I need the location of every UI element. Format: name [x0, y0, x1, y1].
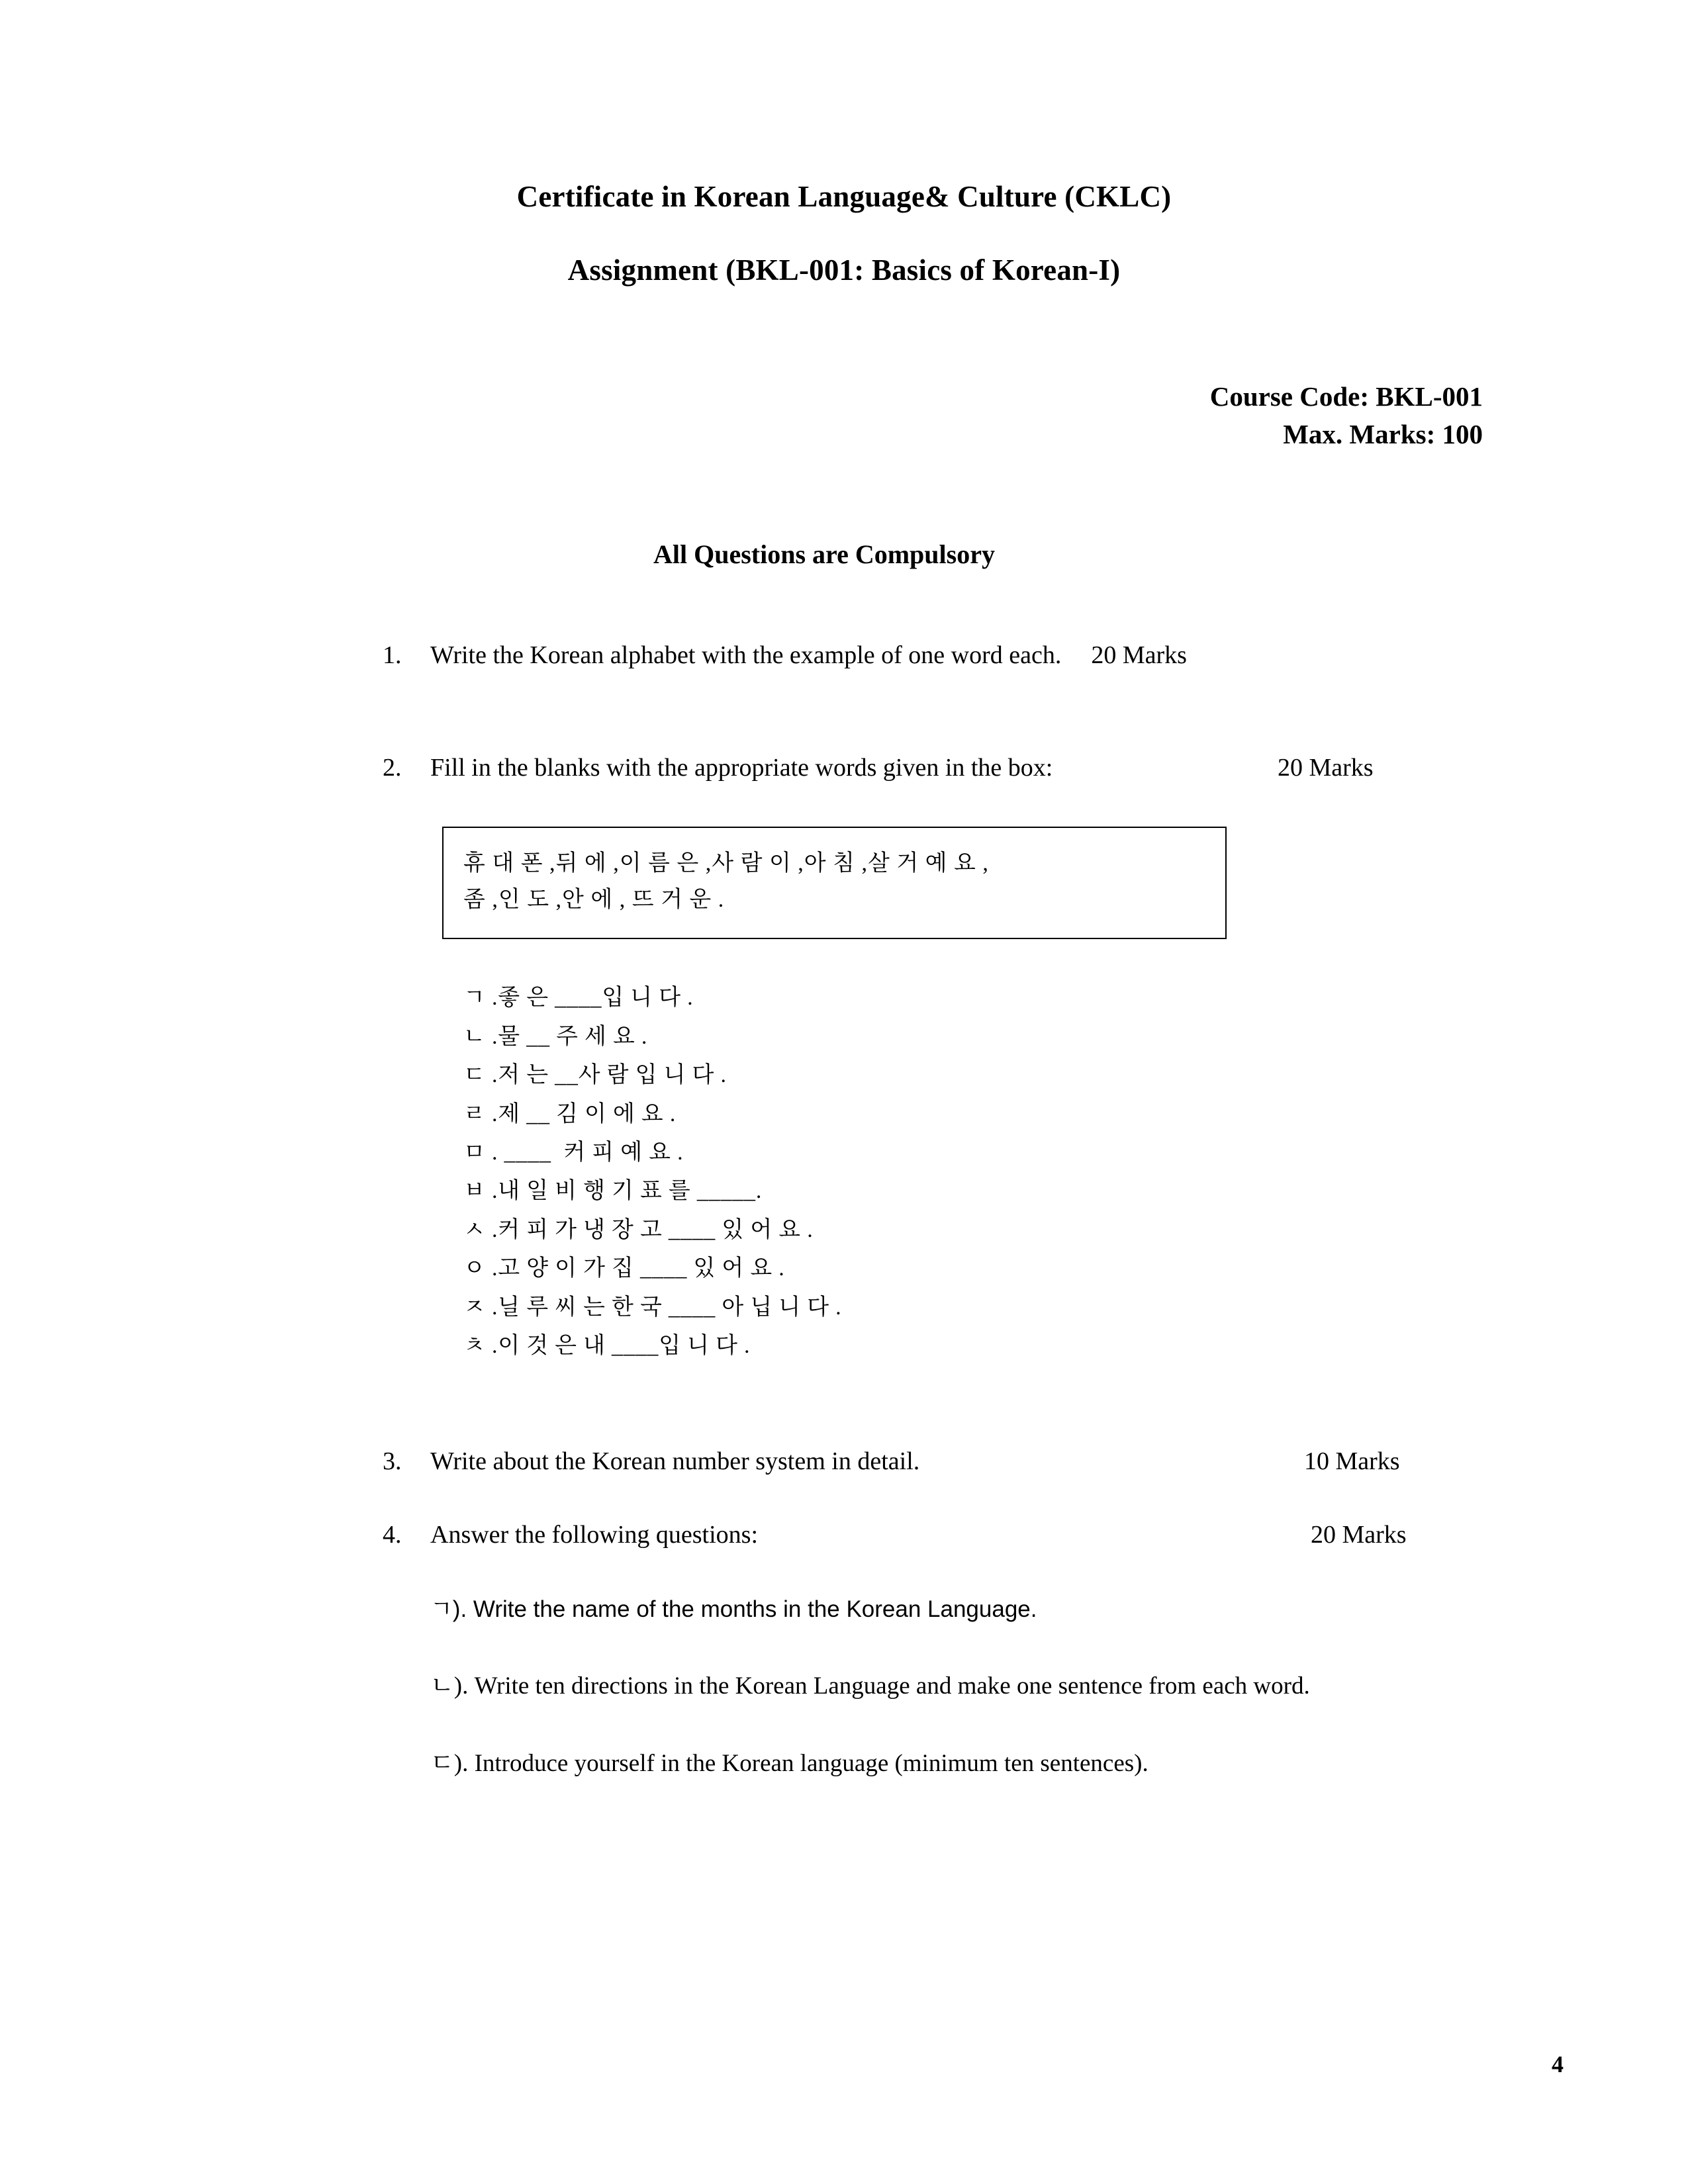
question-1-text-wrap [430, 639, 1582, 672]
blank-item: ㅇ .고 양 이 가 집 ____ 있 어 요 . [463, 1256, 785, 1281]
blank-item: ㄹ .제 __ 김 이 에 요 . [463, 1101, 677, 1126]
question-2-marks: 20 Marks [1278, 753, 1374, 782]
question-2-text: Fill in the blanks with the appropriate words given in the box: [430, 753, 1053, 782]
question-4-number: 4. [383, 1521, 402, 1549]
question-1-number: 1. [383, 641, 402, 670]
question-4-marks: 20 Marks [1311, 1521, 1407, 1549]
blank-item: ㅈ .닐 루 씨 는 한 국 ____ 아 닙 니 다 . [463, 1295, 842, 1320]
course-meta [0, 378, 1688, 453]
course-code: Course Code: BKL-001 [1209, 381, 1483, 412]
question-4-text: Answer the following questions: [430, 1521, 759, 1549]
question-3 [0, 1445, 1688, 1478]
document-title-block [0, 182, 1688, 285]
document-title-line-2: Assignment (BKL-001: Basics of Korean-I) [567, 253, 1121, 287]
question-2-number: 2. [383, 753, 402, 782]
question-3-text: Write about the Korean number system in detail. [430, 1447, 920, 1475]
question-2 [0, 752, 1688, 784]
sub-question-b: ㄴ). Write ten directions in the Korean Language and make one sentence from each word. [430, 1672, 1310, 1700]
blank-item: ㄱ .좋 은 ____입 니 다 . [463, 985, 694, 1011]
sub-question-a: ㄱ). Write the name of the months in the Korean Language. [430, 1596, 1037, 1622]
blank-item: ㅅ .커 피 가 냉 장 고 ____ 있 어 요 . [463, 1217, 814, 1242]
question-1-marks: 20 Marks [1091, 641, 1187, 670]
blank-item: ㄷ .저 는 __사 람 입 니 다 . [463, 1063, 727, 1088]
page-number: 4 [1552, 2051, 1564, 2077]
word-bank-line-2: 좀 ,인 도 ,안 에 , 뜨 거 운 . [463, 887, 725, 913]
fill-in-blank-list [463, 979, 1688, 1366]
question-1 [0, 639, 1688, 672]
document-title-line-1: Certificate in Korean Language& Culture (CKLC) [516, 180, 1172, 213]
question-1-text: Write the Korean alphabet with the example of one word each. [430, 641, 1062, 670]
blank-item: ㅁ . ____ 커 피 예 요 . [463, 1140, 684, 1165]
question-3-number: 3. [383, 1447, 402, 1475]
blank-item: ㅊ .이 것 은 내 ____입 니 다 . [463, 1334, 751, 1359]
max-marks: Max. Marks: 100 [1283, 418, 1483, 449]
question-3-marks: 10 Marks [1304, 1447, 1400, 1475]
blank-item: ㅂ .내 일 비 행 기 표 를 _____. [463, 1179, 763, 1204]
word-bank-box [442, 827, 1227, 939]
instruction-line: All Questions are Compulsory [653, 539, 995, 570]
word-bank-line-1: 휴 대 폰 ,뒤 에 ,이 름 은 ,사 람 이 ,아 침 ,살 거 예 요 , [463, 850, 989, 876]
question-4 [0, 1519, 1688, 1551]
sub-question-c: ㄷ). Introduce yourself in the Korean language (minimum ten sentences). [430, 1750, 1149, 1778]
blank-item: ㄴ .물 __ 주 세 요 . [463, 1024, 648, 1049]
